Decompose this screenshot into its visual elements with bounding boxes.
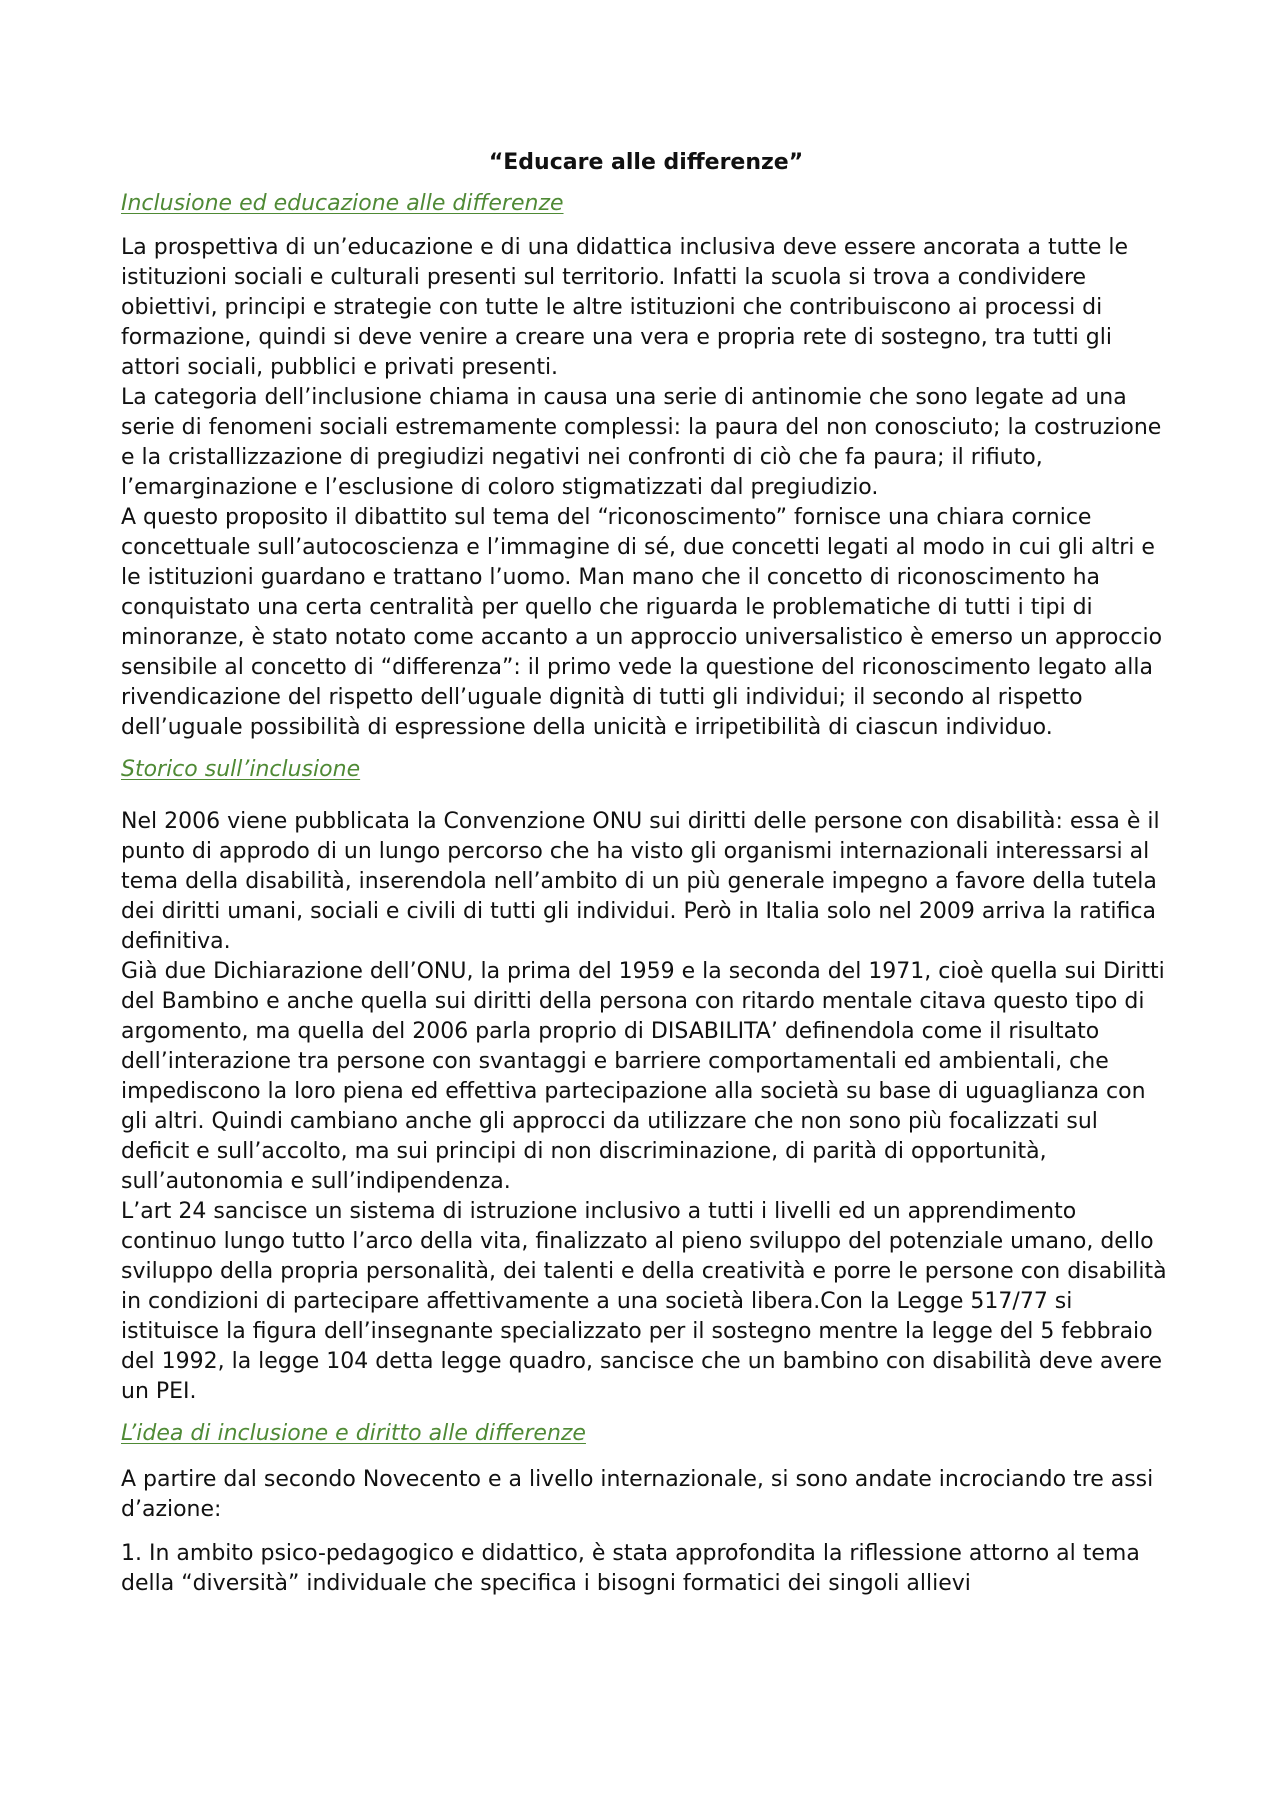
paragraph: L’art 24 sancisce un sistema di istruzione inclusivo a tutti i livelli ed un apprendimento continuo lungo tutto l’arco della vita, finalizzato al pieno sviluppo del potenziale umano, dello sviluppo della propria personalità, dei talenti e della creatività e porre le persone con disabilità in condizioni di partecipare affettivamente a una società libera.Con la Legge 517/77 si istituisce la figura dell’insegnante specializzato per il sostegno mentre la legge del 5 febbraio del 1992, la legge 104 detta legge quadro, sancisce che un bambino con disabilità deve avere un PEI. bbox=[121, 1199, 1167, 1404]
paragraph: A questo proposito il dibattito sul tema del “riconoscimento” fornisce una chiara cornice concettuale sull’autocoscienza e l’immagine di sé, due concetti legati al modo in cui gli altri e le istituzioni guardano e trattano l’uomo. Man mano che il concetto di riconoscimento ha conquistato una certa centralità per quello che riguarda le problematiche di tutti i tipi di minoranze, è stato notato come accanto a un approccio universalistico è emerso un approccio sensibile al concetto di “differenza”: il primo vede la questione del riconoscimento legato alla rivendicazione del rispetto dell’uguale dignità di tutti gli individui; il secondo al rispetto dell’uguale possibilità di espressione della unicità e irripetibilità di ciascun individuo. bbox=[121, 505, 1163, 740]
section-heading: Storico sull’inclusione bbox=[121, 757, 361, 782]
section-heading: Inclusione ed educazione alle differenze bbox=[121, 191, 564, 216]
section-inclusione bbox=[121, 189, 1171, 743]
paragraph: Nel 2006 viene pubblicata la Convenzione ONU sui diritti delle persone con disabilità: essa è il punto di approdo di un lungo percorso che ha visto gli organismi internazionali interessarsi al tema della disabilità, inserendola nell’ambito di un più generale impegno a favore della tutela dei diritti umani, sociali e civili di tutti gli individui. Però in Italia solo nel 2009 arriva la ratifica definitiva. bbox=[121, 809, 1160, 954]
section-idea-inclusione bbox=[121, 1419, 1171, 1599]
document-title: “Educare alle differenze” bbox=[488, 150, 804, 175]
paragraph: Già due Dichiarazione dell’ONU, la prima del 1959 e la seconda del 1971, cioè quella sui Diritti del Bambino e anche quella sui diritti della persona con ritardo mentale citava questo tipo di argomento, ma quella del 2006 parla proprio di DISABILITA’ definendola come il risultato dell’interazione tra persone con svantaggi e barriere comportamentali ed ambientali, che impediscono la loro piena ed effettiva partecipazione alla società su base di uguaglianza con gli altri. Quindi cambiano anche gli approcci da utilizzare che non sono più focalizzati sul deficit e sull’accolto, ma sui principi di non discriminazione, di parità di opportunità, sull’autonomia e sull’indipendenza. bbox=[121, 959, 1165, 1194]
paragraph: A partire dal secondo Novecento e a livello internazionale, si sono andate incrociando tre assi d’azione: bbox=[121, 1467, 1154, 1522]
section-storico bbox=[121, 755, 1171, 1407]
list-item: 1. In ambito psico-pedagogico e didattico, è stata approfondita la riflessione attorno al tema della “diversità” individuale che specifica i bisogni formatici dei singoli allievi bbox=[121, 1541, 1140, 1596]
section-heading: L’idea di inclusione e diritto alle differenze bbox=[121, 1421, 586, 1446]
document-page bbox=[121, 148, 1171, 1611]
paragraph: La categoria dell’inclusione chiama in causa una serie di antinomie che sono legate ad una serie di fenomeni sociali estremamente complessi: la paura del non conosciuto; la costruzione e la cristallizzazione di pregiudizi negativi nei confronti di ciò che fa paura; il rifiuto, l’emarginazione e l’esclusione di coloro stigmatizzati dal pregiudizio. bbox=[121, 385, 1162, 500]
paragraph: La prospettiva di un’educazione e di una didattica inclusiva deve essere ancorata a tutte le istituzioni sociali e culturali presenti sul territorio. Infatti la scuola si trova a condividere obiettivi, principi e strategie con tutte le altre istituzioni che contribuiscono ai processi di formazione, quindi si deve venire a creare una vera e propria rete di sostegno, tra tutti gli attori sociali, pubblici e privati presenti. bbox=[121, 235, 1129, 380]
